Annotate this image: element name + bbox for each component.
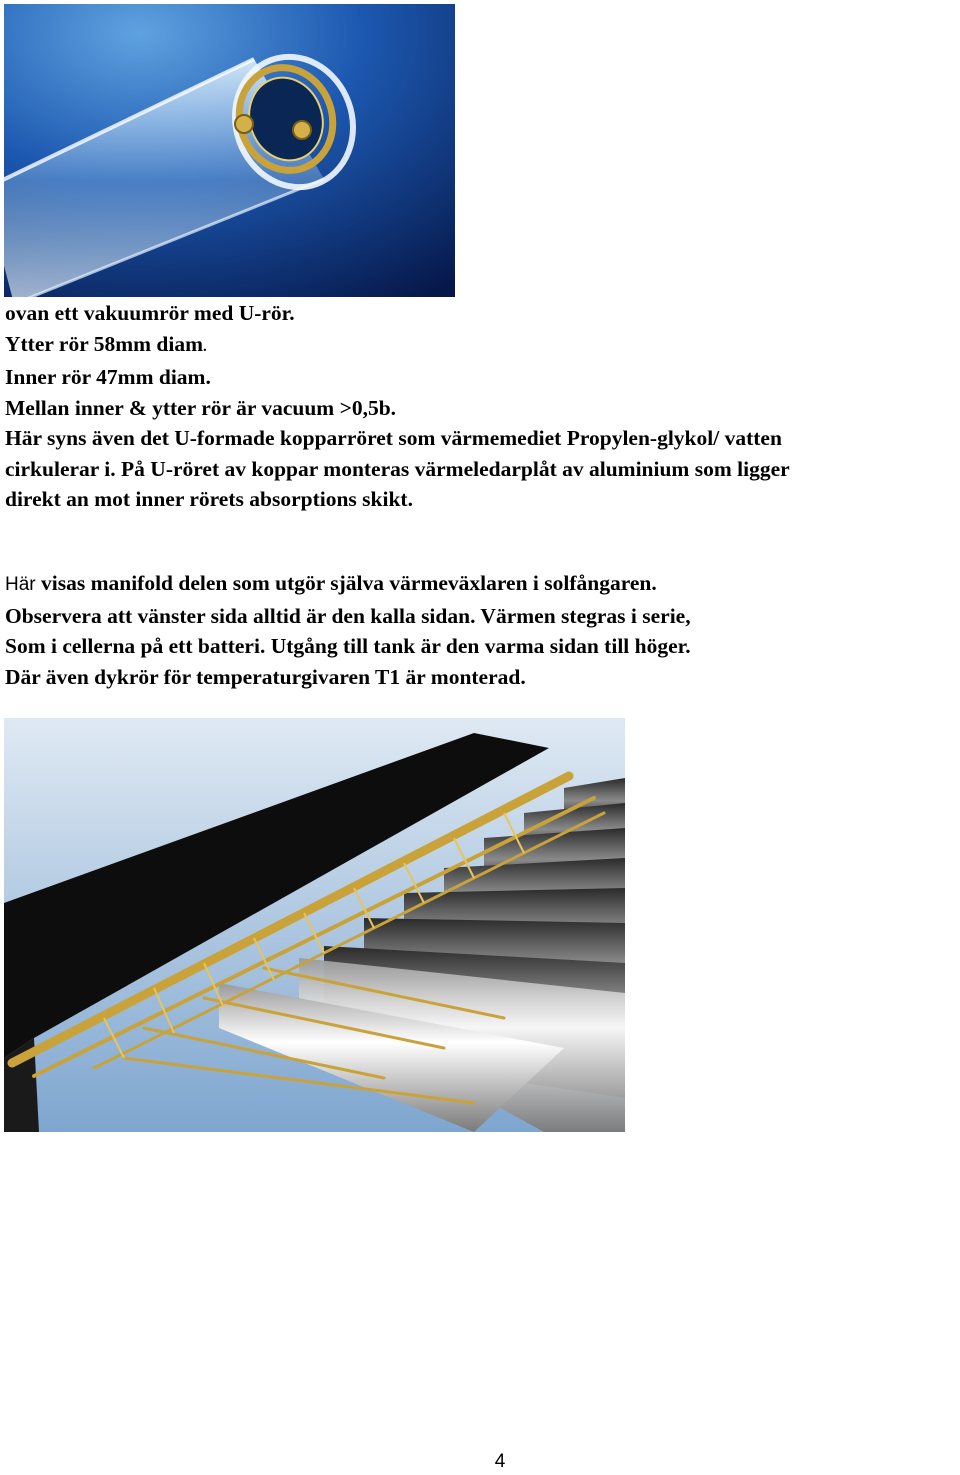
text-line: Inner rör 47mm diam. bbox=[5, 365, 211, 389]
vacuum-tube-image bbox=[4, 4, 455, 297]
text-line: Mellan inner & ytter rör är vacuum >0,5b. bbox=[5, 395, 397, 420]
text-segment: Ytter rör 58mm diam bbox=[5, 331, 204, 356]
text-line bbox=[5, 329, 955, 363]
text-line: direkt an mot inner rörets absorptions skikt. bbox=[5, 487, 413, 511]
text-line: ovan ett vakuumrör med U-rör. bbox=[5, 301, 295, 325]
page-number: 4 bbox=[494, 1451, 506, 1472]
text-segment: visas manifold delen som utgör själva värmeväxlaren i solfångaren. bbox=[35, 571, 657, 595]
text-line bbox=[5, 568, 955, 601]
text-line: cirkulerar i. På U-röret av koppar monteras värmeledarplåt av aluminium som ligger bbox=[5, 456, 790, 481]
manifold-image bbox=[4, 718, 625, 1132]
text-segment: . bbox=[203, 338, 207, 355]
text-line: Som i cellerna på ett batteri. Utgång till tank är den varma sidan till höger. bbox=[5, 634, 691, 658]
text-line: Där även dykrör för temperaturgivaren T1 är monterad. bbox=[5, 664, 526, 689]
text-segment: Här bbox=[5, 574, 36, 595]
manifold-description bbox=[5, 568, 955, 692]
text-line: Här syns även det U-formade kopparröret som värmemediet Propylen-glykol/ vatten bbox=[5, 426, 782, 450]
text-line: Observera att vänster sida alltid är den kalla sidan. Värmen stegras i serie, bbox=[5, 603, 691, 628]
tube-description bbox=[5, 298, 955, 515]
